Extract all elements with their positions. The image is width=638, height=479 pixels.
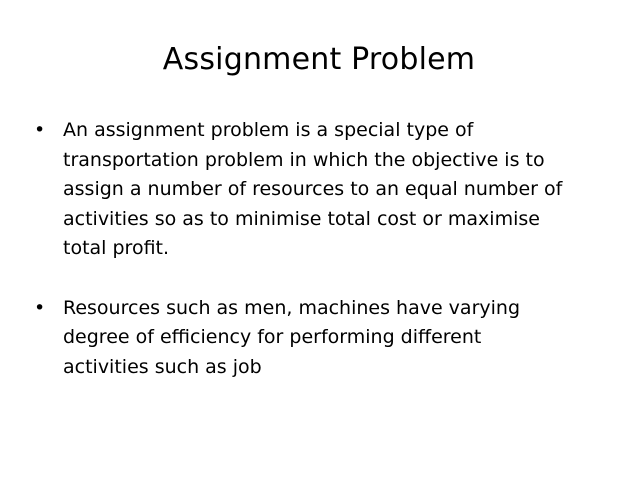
bullet-text-line: total profit. xyxy=(63,237,170,259)
bullet-text-line: transportation problem in which the objective is to xyxy=(63,148,545,171)
bullet-text-line: activities so as to minimise total cost or maximise xyxy=(63,207,540,230)
bullet-item xyxy=(34,294,604,383)
bullet-text-line: activities such as job xyxy=(63,355,262,378)
bullet-icon: • xyxy=(34,119,46,141)
slide-title: Assignment Problem xyxy=(162,42,476,77)
bullet-text-line: degree of efficiency for performing different xyxy=(63,326,482,348)
bullet-text-line: assign a number of resources to an equal number of xyxy=(63,178,563,200)
bullet-icon: • xyxy=(34,296,46,319)
bullet-item xyxy=(34,116,604,264)
bullet-text-line: Resources such as men, machines have varying xyxy=(63,296,521,319)
bullet-text-line: An assignment problem is a special type of xyxy=(63,119,474,141)
bullet-list xyxy=(34,116,604,412)
